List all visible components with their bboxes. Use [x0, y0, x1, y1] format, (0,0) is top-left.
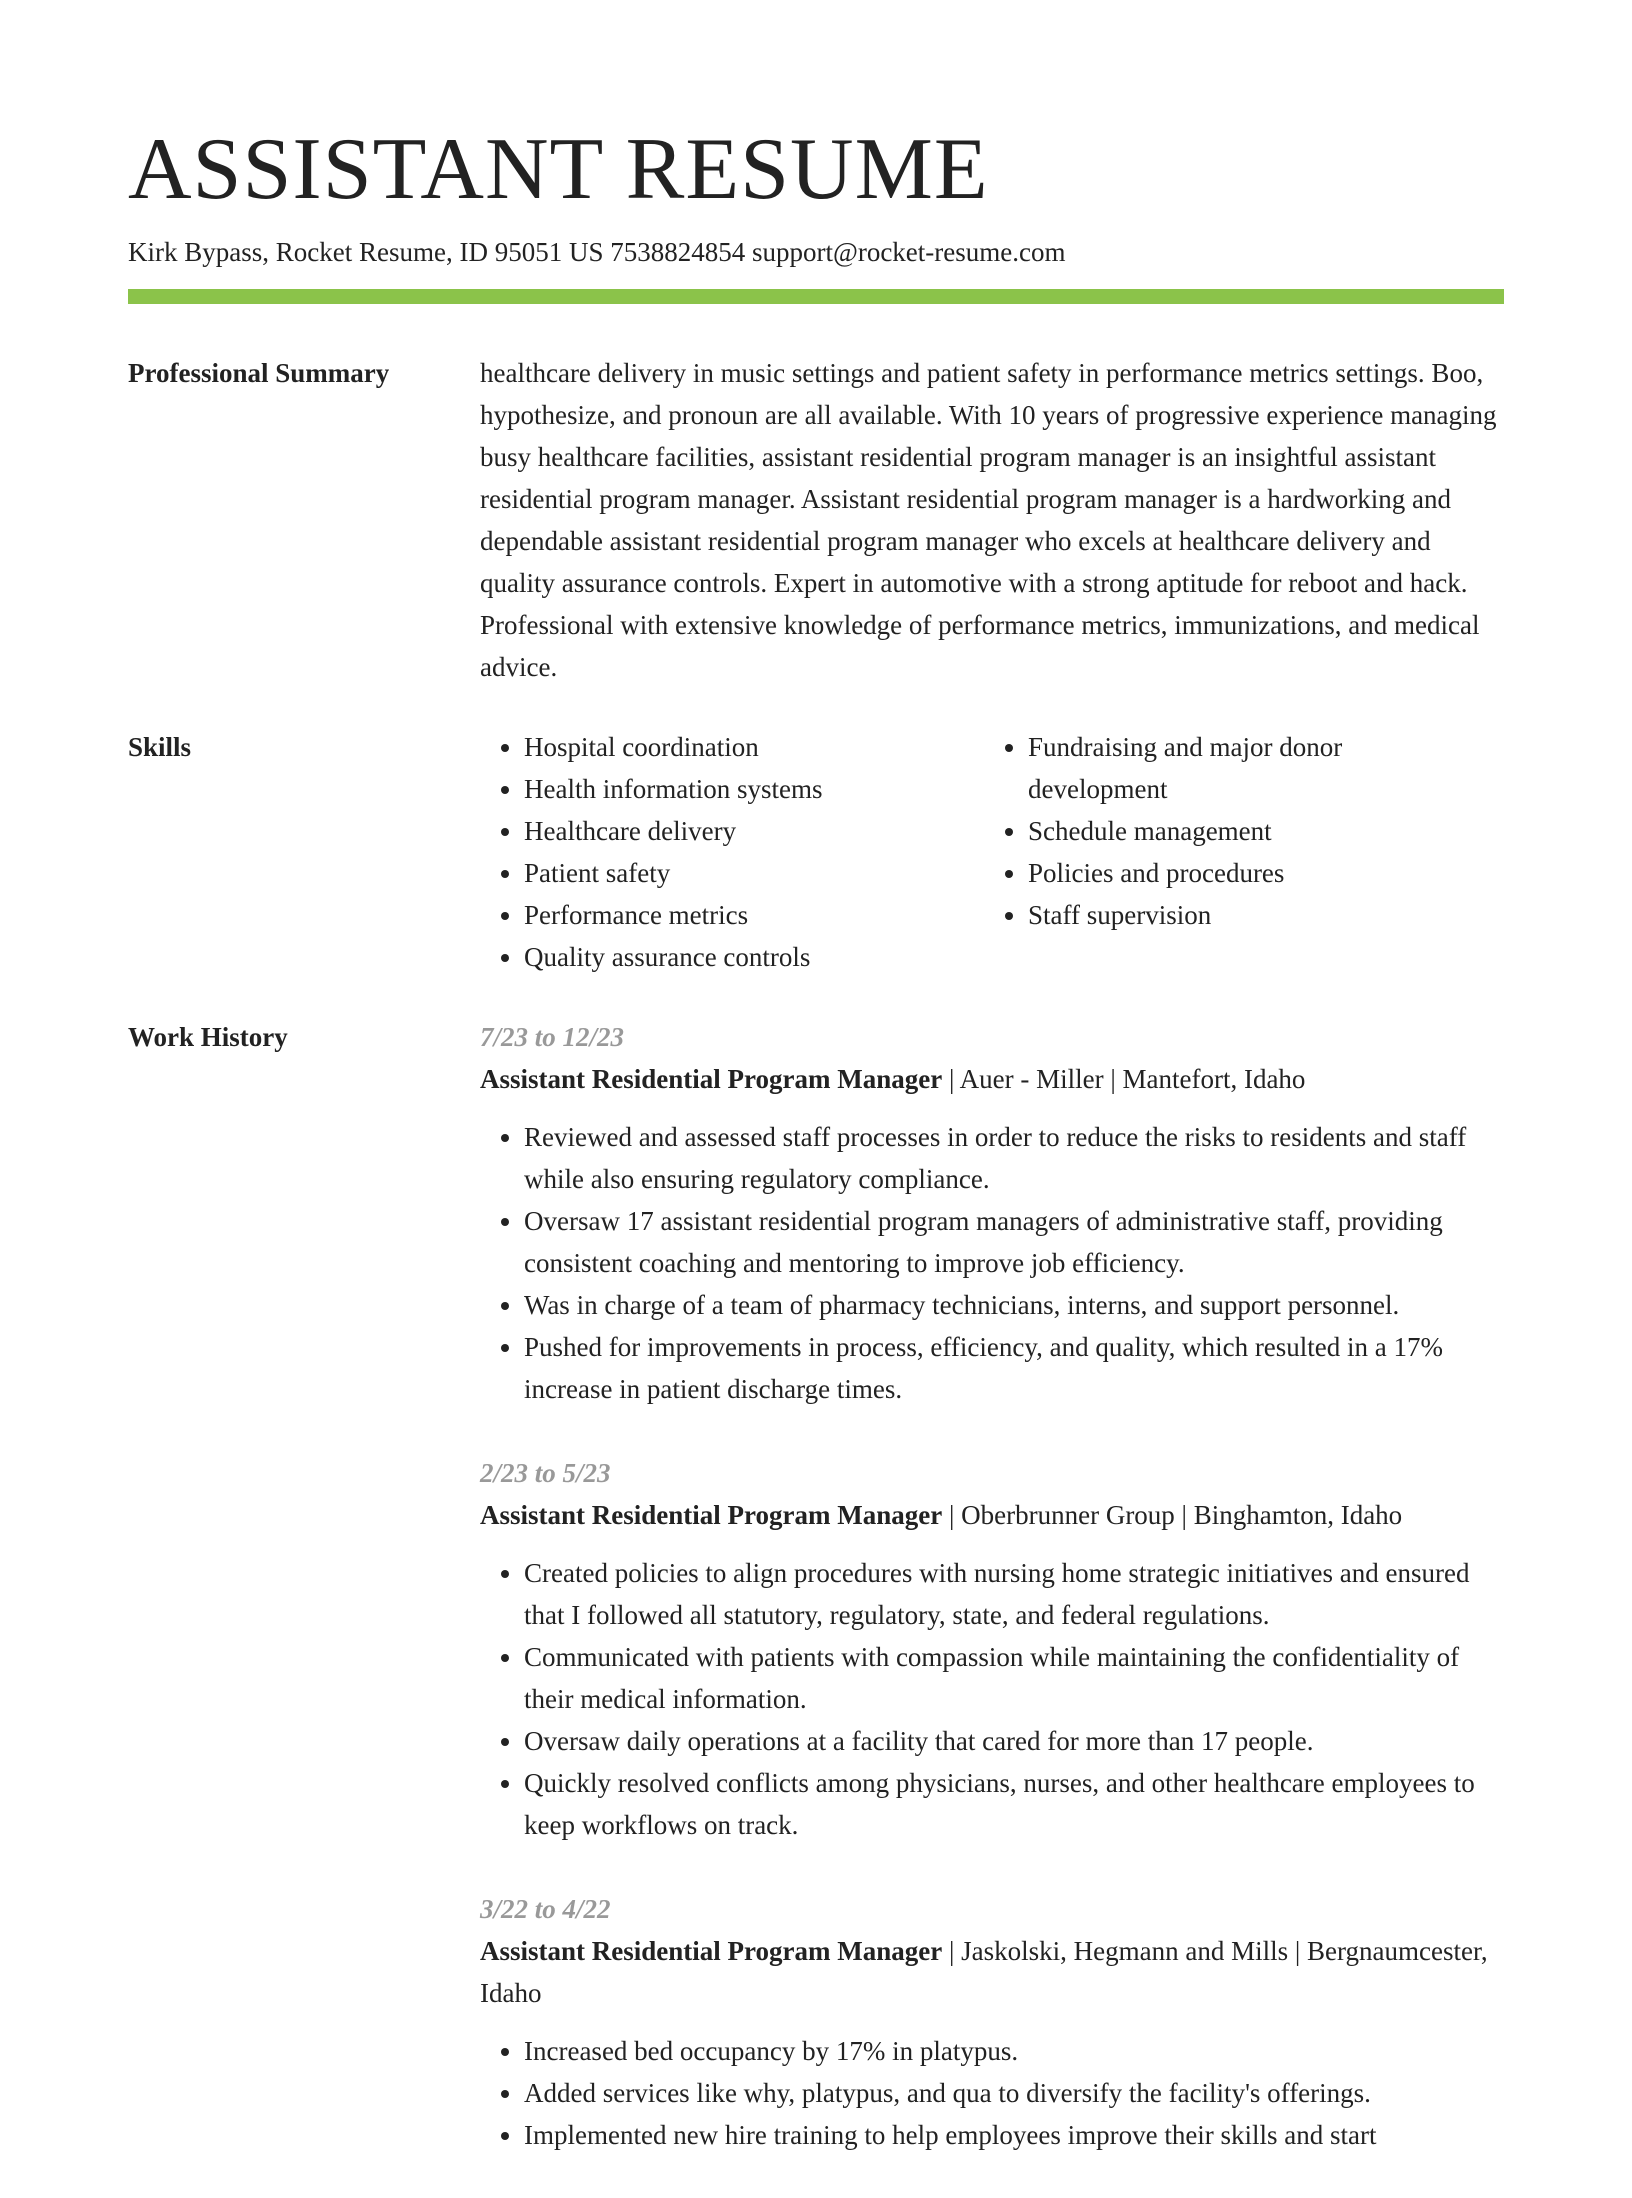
skill-item: • Policies and procedures	[1028, 852, 1488, 894]
skill-item: • Healthcare delivery	[524, 810, 984, 852]
job-entry	[480, 1452, 1504, 1846]
summary-section	[128, 352, 1504, 688]
job-bullet: • Created policies to align procedures with nursing home strategic initiatives and ensured that I followed all statutory, regulatory, state, and federal regulations.	[524, 1552, 1504, 1636]
job-entry	[480, 1888, 1504, 2156]
skills-list-1	[480, 726, 984, 978]
skill-item: • Patient safety	[524, 852, 984, 894]
skills-body	[480, 726, 1504, 978]
job-heading	[480, 1058, 1504, 1100]
job-dates: 7/23 to 12/23	[480, 1022, 625, 1052]
resume-title: ASSISTANT RESUME	[128, 121, 989, 218]
job-separator: |	[942, 1936, 962, 1966]
job-heading	[480, 1930, 1504, 2014]
summary-text: healthcare delivery in music settings and patient safety in performance metrics settings. Boo, hypothesize, and pronoun are all available. With 10 years of progressive experience managing busy healthcare facilities, assistant residential program manager is an insightful assistant residential program manager. Assistant residential program manager is a hardworking and dependable assistant residential program manager who excels at healthcare delivery and quality assurance controls. Expert in automotive with a strong aptitude for reboot and hack. Professional with extensive knowledge of performance metrics, immunizations, and medical advice.	[480, 358, 1497, 682]
job-separator: |	[942, 1064, 960, 1094]
job-title: Assistant Residential Program Manager	[480, 1936, 943, 1966]
job-dates: 3/22 to 4/22	[480, 1894, 611, 1924]
job-dates: 2/23 to 5/23	[480, 1458, 611, 1488]
job-bullet: • Implemented new hire training to help employees improve their skills and start	[524, 2114, 1504, 2156]
work-label: Work History	[128, 1022, 288, 1052]
job-bullets	[480, 1116, 1504, 1410]
skill-item: • Schedule management	[1028, 810, 1488, 852]
skills-column-2	[984, 726, 1488, 978]
job-employer-location: Jaskolski, Hegmann and Mills | Bergnaumcester, Idaho	[480, 1936, 1488, 2008]
skills-list-2	[984, 726, 1488, 936]
skill-item: • Quality assurance controls	[524, 936, 984, 978]
job-bullets	[480, 2030, 1504, 2156]
job-title: Assistant Residential Program Manager	[480, 1500, 943, 1530]
skills-label: Skills	[128, 732, 192, 762]
summary-body	[480, 352, 1504, 688]
job-employer-location: Auer - Miller | Mantefort, Idaho	[959, 1064, 1306, 1094]
skill-item: • Staff supervision	[1028, 894, 1488, 936]
skills-columns	[480, 726, 1504, 978]
resume-page	[128, 118, 1504, 2198]
job-employer-location: Oberbrunner Group | Binghamton, Idaho	[961, 1500, 1403, 1530]
job-bullet: • Communicated with patients with compassion while maintaining the confidentiality of their medical information.	[524, 1636, 1504, 1720]
job-bullets	[480, 1552, 1504, 1846]
skills-column-1	[480, 726, 984, 978]
skill-item: • Hospital coordination	[524, 726, 984, 768]
work-body	[480, 1016, 1504, 2198]
job-bullet: • Pushed for improvements in process, efficiency, and quality, which resulted in a 17% increase in patient discharge times.	[524, 1326, 1504, 1410]
skills-section	[128, 726, 1504, 978]
contact-line: Kirk Bypass, Rocket Resume, ID 95051 US 7538824854 support@rocket-resume.com	[128, 237, 1066, 267]
work-section	[128, 1016, 1504, 2198]
job-entry	[480, 1016, 1504, 1410]
job-title: Assistant Residential Program Manager	[480, 1064, 943, 1094]
job-bullet: • Increased bed occupancy by 17% in platypus.	[524, 2030, 1504, 2072]
skill-item: • Fundraising and major donor development	[1028, 726, 1488, 810]
summary-label: Professional Summary	[128, 358, 390, 388]
job-separator: |	[942, 1500, 962, 1530]
job-bullet: • Oversaw daily operations at a facility that cared for more than 17 people.	[524, 1720, 1504, 1762]
skill-item: • Health information systems	[524, 768, 984, 810]
job-bullet: • Quickly resolved conflicts among physicians, nurses, and other healthcare employees to keep workflows on track.	[524, 1762, 1504, 1846]
accent-divider	[128, 289, 1504, 304]
job-bullet: • Reviewed and assessed staff processes in order to reduce the risks to residents and staff while also ensuring regulatory compliance.	[524, 1116, 1504, 1200]
job-bullet: • Was in charge of a team of pharmacy technicians, interns, and support personnel.	[524, 1284, 1504, 1326]
skill-item: • Performance metrics	[524, 894, 984, 936]
job-heading	[480, 1494, 1504, 1536]
job-bullet: • Oversaw 17 assistant residential program managers of administrative staff, providing consistent coaching and mentoring to improve job efficiency.	[524, 1200, 1504, 1284]
job-bullet: • Added services like why, platypus, and qua to diversify the facility's offerings.	[524, 2072, 1504, 2114]
